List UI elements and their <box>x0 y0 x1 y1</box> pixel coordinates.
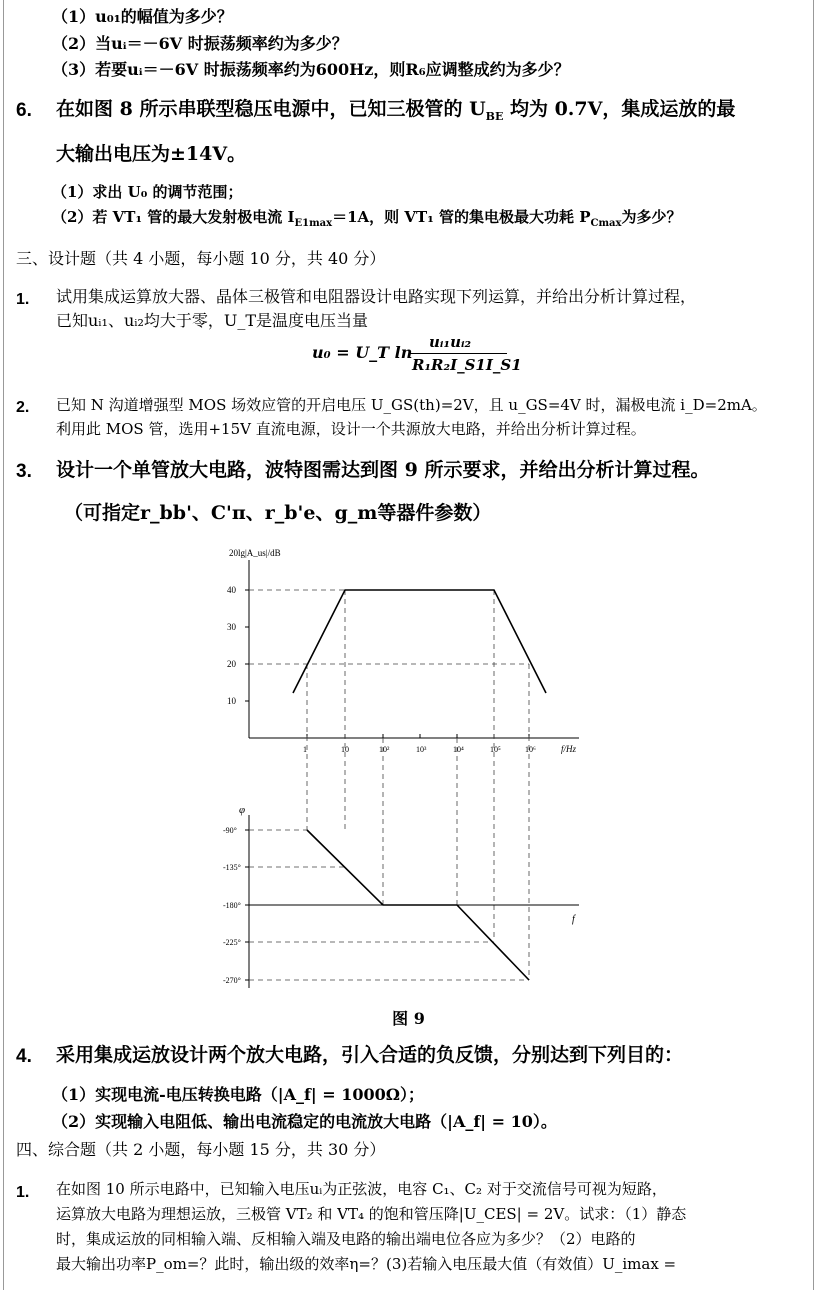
phase-x-label: f <box>572 914 575 925</box>
document-page <box>3 0 814 1290</box>
mag-y-tick-label: 20 <box>227 659 236 669</box>
q5-item-3: （3）若要uᵢ＝－6V 时振荡频率约为600Hz，则R₆应调整成约为多少？ <box>52 60 570 79</box>
d4-item-1: （1）实现电流-电压转换电路（|A_f| = 1000Ω）； <box>52 1085 425 1104</box>
q5-item-1: （1）u₀₁的幅值为多少？ <box>52 7 233 26</box>
mag-x-tick-label: 10⁶ <box>525 745 536 754</box>
q6-line-1: 在如图 8 所示串联型稳压电源中，已知三极管的 $U_{BE}$ 均为 0.7V，集成运放的最 <box>56 98 736 123</box>
mag-y-label: 20lg|A_us|/dB <box>229 548 281 558</box>
d1-formula-numerator: uᵢ₁uᵢ₂ <box>429 333 472 351</box>
d1-number: 1. <box>16 291 30 308</box>
mag-x-tick-label: 10 <box>341 745 349 754</box>
figure-9-caption: 图 9 <box>392 1009 425 1028</box>
q5-item-2: （2）当uᵢ＝－6V 时振荡频率约为多少？ <box>52 34 348 53</box>
c1-line-1: 在如图 10 所示电路中，已知输入电压uᵢ为正弦波，电容 C₁、C₂ 对于交流信号可视为短路， <box>56 1180 667 1198</box>
c1-line-2: 运算放大电路为理想运放，三极管 VT₂ 和 VT₄ 的饱和管压降|U_CES| = 2V。试求：（1）静态 <box>56 1205 687 1223</box>
q6-item-2: （2）若 VT₁ 管的最大发射极电流 $I_{E1max}=1A$，则 VT₁ 管的集电极最大功耗 $P_{Cmax}$为多少？ <box>52 208 682 229</box>
d1-formula-left: u₀ = U_T ln <box>312 343 413 362</box>
c1-line-3: 时，集成运放的同相输入端、反相输入端及电路的输出端电位各应为多少？（2）电路的 <box>56 1230 636 1248</box>
mag-y-tick-label: 40 <box>227 585 236 595</box>
q6-number: 6. <box>16 100 32 121</box>
phase-y-tick-label: -135° <box>223 863 241 872</box>
phase-y-tick-label: -180° <box>223 901 241 910</box>
d1-line-2: 已知uᵢ₁、uᵢ₂均大于零，U_T是温度电压当量 <box>56 311 369 330</box>
c1-line-4: 最大输出功率P_om=？此时，输出级的效率η=？(3)若输入电压最大值（有效值）U_imax = <box>56 1255 677 1273</box>
d2-line-2: 利用此 MOS 管，选用+15V 直流电源，设计一个共源放大电路，并给出分析计算过程。 <box>56 420 646 438</box>
mag-x-tick-label: 10² <box>379 745 390 754</box>
mag-x-tick-label: 10⁴ <box>453 745 464 754</box>
mag-x-label: f/Hz <box>561 744 577 754</box>
figure-9-bode-plot <box>209 540 594 995</box>
q6-line-2: 大输出电压为±14V。 <box>56 143 247 165</box>
mag-y-tick-label: 30 <box>227 622 236 632</box>
d3-line-1: 设计一个单管放大电路，波特图需达到图 9 所示要求，并给出分析计算过程。 <box>56 459 710 481</box>
phase-y-tick-label: -270° <box>223 976 241 985</box>
q6-item-1: （1）求出 U₀ 的调节范围； <box>52 183 243 201</box>
mag-x-tick-label: 10³ <box>416 745 427 754</box>
phase-y-tick-label: -225° <box>223 938 241 947</box>
c1-number: 1. <box>16 1184 30 1201</box>
mag-curve <box>293 590 546 693</box>
mag-x-tick-label: 10⁵ <box>490 745 501 754</box>
d1-fraction-bar <box>409 353 507 354</box>
d4-item-2: （2）实现输入电阻低、输出电流稳定的电流放大电路（|A_f| = 10）。 <box>52 1112 557 1131</box>
mag-x-tick-label: 1 <box>303 745 307 754</box>
d4-number: 4. <box>16 1046 32 1067</box>
d2-line-1: 已知 N 沟道增强型 MOS 场效应管的开启电压 U_GS(th)=2V，且 u_GS=4V 时，漏极电流 i_D=2mA。 <box>56 396 767 414</box>
section-4-title: 四、综合题（共 2 小题，每小题 15 分，共 30 分） <box>16 1140 386 1159</box>
section-3-title: 三、设计题（共 4 小题，每小题 10 分，共 40 分） <box>16 249 386 268</box>
d4-line-1: 采用集成运放设计两个放大电路，引入合适的负反馈，分别达到下列目的： <box>56 1044 684 1066</box>
phase-y-tick-label: -90° <box>223 826 237 835</box>
mag-y-tick-label: 10 <box>227 696 236 706</box>
d2-number: 2. <box>16 399 30 416</box>
d1-formula-denominator: R₁R₂I_S1I_S1 <box>412 356 522 374</box>
d3-line-2: （可指定r_bb'、C'π、r_b'e、g_m等器件参数） <box>64 502 492 524</box>
d3-number: 3. <box>16 461 32 482</box>
d1-line-1: 试用集成运算放大器、晶体三极管和电阻器设计电路实现下列运算，并给出分析计算过程， <box>56 287 697 306</box>
phase-y-label: φ <box>239 804 246 816</box>
